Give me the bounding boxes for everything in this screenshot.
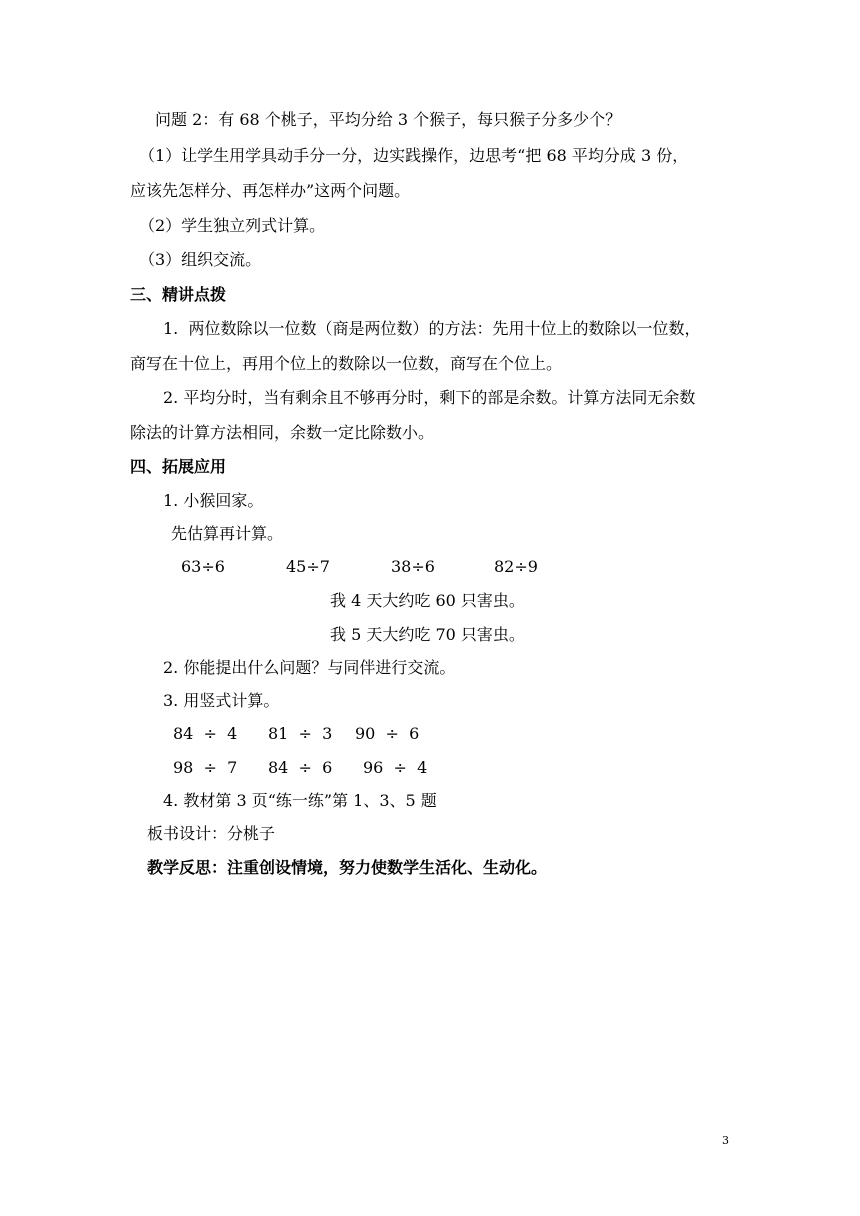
expression-63-6: 63÷6	[181, 557, 225, 576]
vertical-calc-84-6: 84 ÷ 6	[268, 758, 333, 777]
expression-45-7: 45÷7	[286, 557, 330, 576]
speech-line-1: 我 4 天大约吃 60 只害虫。	[330, 591, 525, 610]
section-heading-4: 四、拓展应用	[130, 457, 227, 476]
question-2-text: 问题 2：有 68 个桃子，平均分给 3 个猴子，每只猴子分多少个？	[155, 110, 622, 129]
point-1-text: 1. 两位数除以一位数（商是两位数）的方法：先用十位上的数除以一位数，	[163, 319, 701, 338]
item-4-text: 4. 教材第 3 页“练一练”第 1、3、5 题	[163, 791, 437, 810]
expression-38-6: 38÷6	[391, 557, 435, 576]
estimate-instruction: 先估算再计算。	[171, 524, 284, 543]
vertical-calc-84-4: 84 ÷ 4	[173, 724, 238, 743]
page-number: 3	[722, 1134, 729, 1147]
step-3-text: （3）组织交流。	[139, 250, 262, 269]
step-1-text: （1）让学生用学具动手分一分，边实践操作，边思考“把 68 平均分成 3 份，	[139, 146, 689, 165]
item-2-text: 2. 你能提出什么问题？与同伴进行交流。	[163, 658, 456, 677]
vertical-calc-96-4: 96 ÷ 4	[363, 758, 428, 777]
teaching-reflection-text: 教学反思：注重创设情境，努力使数学生活化、生动化。	[147, 858, 548, 877]
point-1-continued: 商写在十位上，再用个位上的数除以一位数，商写在个位上。	[130, 354, 563, 373]
step-1-continued: 应该先怎样分、再怎样办”这两个问题。	[130, 181, 411, 200]
vertical-calc-98-7: 98 ÷ 7	[173, 758, 238, 777]
section-heading-3: 三、精讲点拨	[130, 285, 227, 304]
step-2-text: （2）学生独立列式计算。	[139, 216, 326, 235]
speech-line-2: 我 5 天大约吃 70 只害虫。	[330, 625, 525, 644]
vertical-calc-90-6: 90 ÷ 6	[355, 724, 420, 743]
vertical-calc-81-3: 81 ÷ 3	[268, 724, 333, 743]
point-2-continued: 除法的计算方法相同，余数一定比除数小。	[130, 423, 435, 442]
board-design-text: 板书设计：分桃子	[147, 824, 276, 843]
item-1-text: 1. 小猴回家。	[163, 491, 264, 510]
point-2-text: 2. 平均分时，当有剩余且不够再分时，剩下的部是余数。计算方法同无余数	[163, 388, 696, 407]
item-3-text: 3. 用竖式计算。	[163, 691, 280, 710]
expression-82-9: 82÷9	[494, 557, 538, 576]
